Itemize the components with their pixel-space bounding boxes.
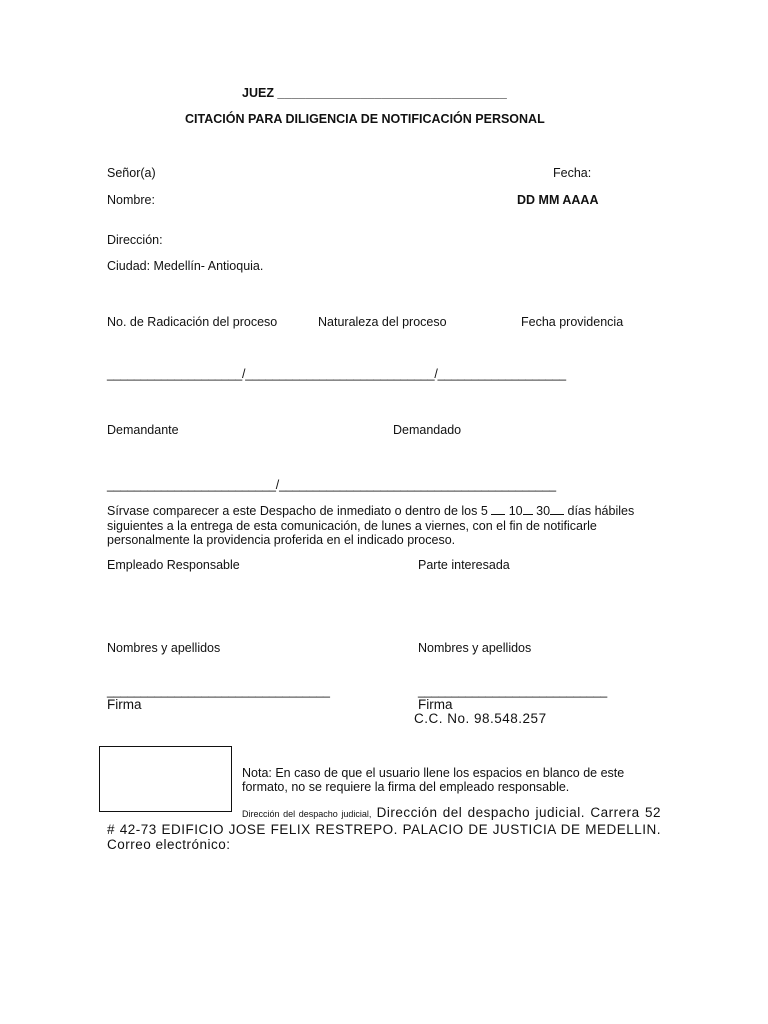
- option-30: 30: [532, 504, 551, 518]
- footer-address: [107, 805, 661, 852]
- fecha-label: Fecha:: [553, 166, 592, 180]
- juez-label: JUEZ _________________________________: [242, 86, 507, 100]
- firma-right-label: Firma: [418, 697, 453, 712]
- ciudad-label: Ciudad: Medellín- Antioquia.: [107, 259, 264, 273]
- instruction-part2: días hábiles siguientes a la entrega de esta comunicación, de lunes a viernes, con el fin de notificarle personalmente la providencia proferida en el indicado proceso.: [107, 504, 635, 547]
- radicacion-label: No. de Radicación del proceso: [107, 315, 278, 329]
- nombres-left-label: Nombres y apellidos: [107, 641, 221, 655]
- document-title: CITACIÓN PARA DILIGENCIA DE NOTIFICACIÓN PERSONAL: [185, 112, 545, 126]
- instruction-part1: Sírvase comparecer a este Despacho de inmediato o dentro de los 5: [107, 504, 492, 518]
- empleado-label: Empleado Responsable: [107, 558, 240, 572]
- proceso-blank-line: ____________________/____________________________/___________________: [107, 367, 566, 381]
- fecha-providencia-label: Fecha providencia: [521, 315, 624, 329]
- partes-blank-line: _________________________/_________________________________________: [107, 478, 556, 492]
- demandante-label: Demandante: [107, 423, 179, 437]
- firma-left-label: Firma: [107, 697, 142, 712]
- signature-line-left: _________________________________: [107, 684, 330, 698]
- stamp-box: [99, 746, 232, 812]
- blank-30: [550, 504, 564, 515]
- nombre-label: Nombre:: [107, 193, 155, 207]
- footer-small-label: Dirección del despacho judicial,: [242, 809, 372, 819]
- cc-number: C.C. No. 98.548.257: [414, 711, 547, 726]
- signature-line-right: ____________________________: [418, 684, 608, 698]
- fecha-format: DD MM AAAA: [517, 193, 599, 207]
- blank-5: [491, 504, 505, 515]
- parte-label: Parte interesada: [418, 558, 510, 572]
- demandado-label: Demandado: [393, 423, 462, 437]
- option-10: 10: [505, 504, 523, 518]
- nombres-right-label: Nombres y apellidos: [418, 641, 532, 655]
- instruction-paragraph: [107, 504, 647, 548]
- footer-address-text: Dirección del despacho judicial. Carrera 52 # 42-73 EDIFICIO JOSE FELIX RESTREPO. PALACIO DE JUSTICIA DE MEDELLIN. Correo electrónico:: [107, 805, 661, 852]
- nota-text: Nota: En caso de que el usuario llene los espacios en blanco de este formato, no se requiere la firma del empleado responsable.: [242, 766, 625, 794]
- direccion-label: Dirección:: [107, 233, 163, 247]
- senor-label: Señor(a): [107, 166, 156, 180]
- blank-10: [523, 504, 533, 515]
- naturaleza-label: Naturaleza del proceso: [318, 315, 447, 329]
